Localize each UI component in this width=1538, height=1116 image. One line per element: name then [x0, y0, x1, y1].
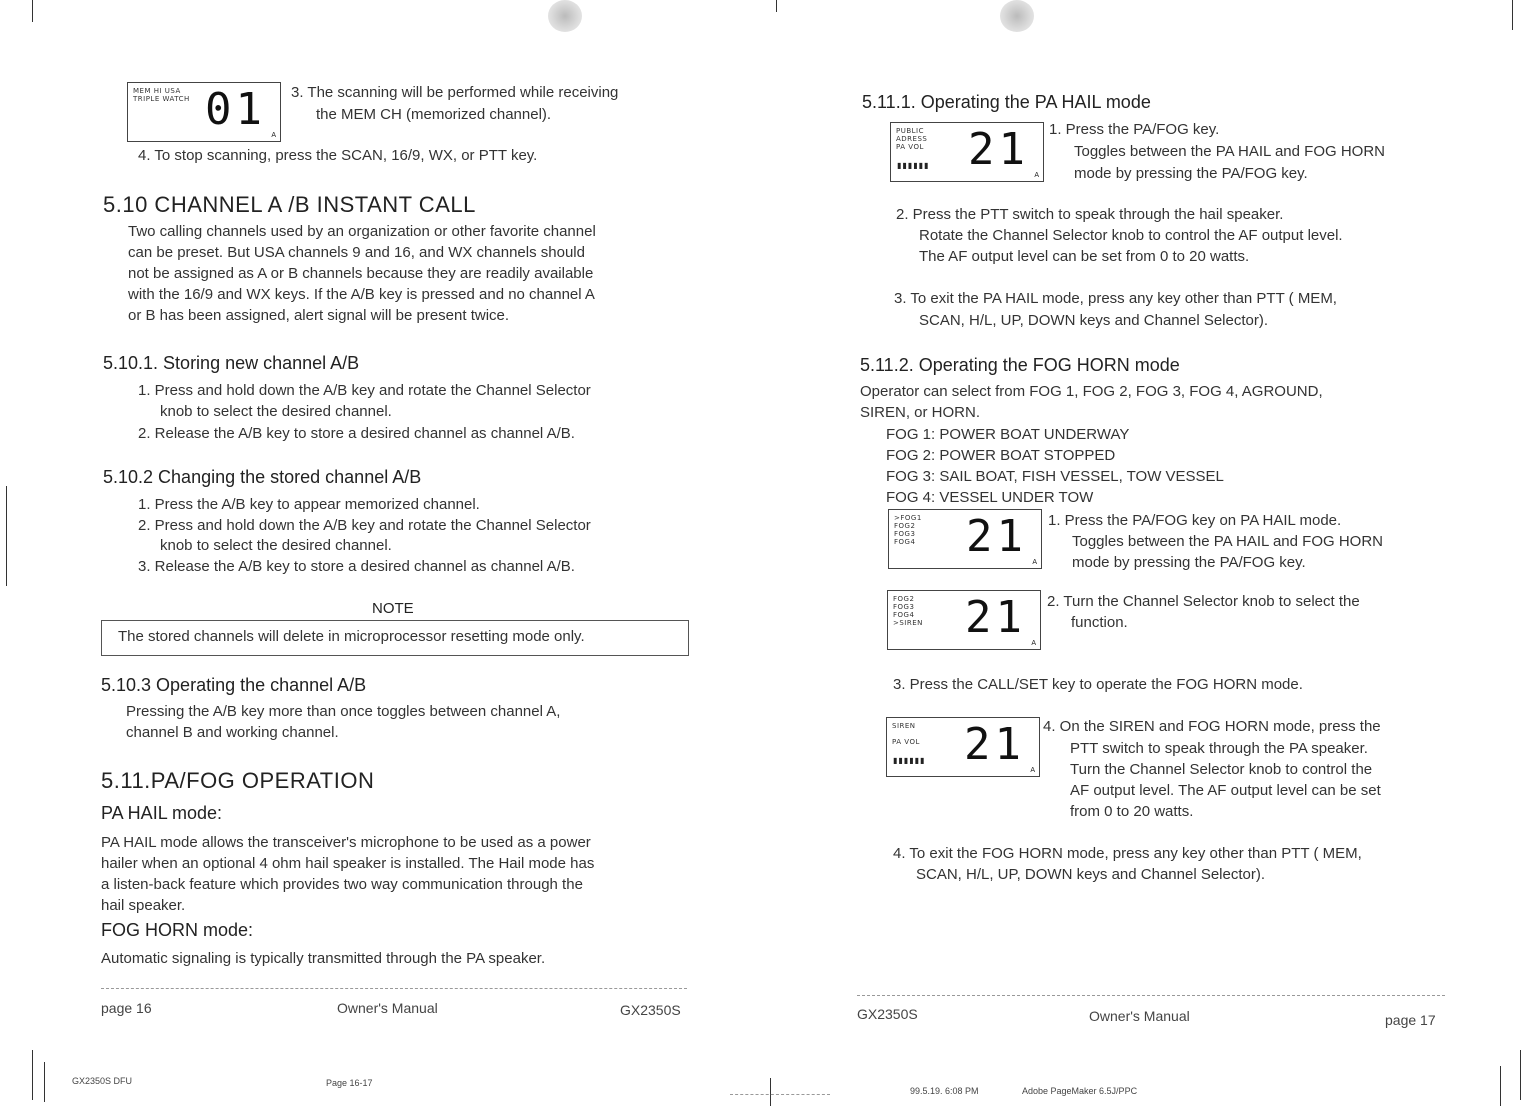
list-item: FOG 4: VESSEL UNDER TOW	[886, 489, 1094, 506]
footer-title: Owner's Manual	[337, 1000, 438, 1016]
lcd-sub: A	[1032, 559, 1037, 566]
crop-mark	[1512, 0, 1513, 30]
section-title: 5.10 CHANNEL A /B INSTANT CALL	[103, 192, 476, 217]
list-item: 3. To exit the PA HAIL mode, press any key other than PTT ( MEM,	[894, 290, 1337, 307]
lcd-indicators: MEM HI USA TRIPLE WATCH	[133, 87, 190, 103]
text-line: Two calling channels used by an organization or other favorite channel	[128, 223, 596, 240]
lcd-display-fog1	[888, 509, 1042, 569]
lcd-indicators: PUBLIC ADRESS PA VOL	[896, 127, 928, 151]
list-item: 4. To exit the FOG HORN mode, press any key other than PTT ( MEM,	[893, 845, 1362, 862]
list-item: 1. Press the PA/FOG key.	[1049, 121, 1220, 138]
text-line: or B has been assigned, alert signal will be present twice.	[128, 307, 510, 324]
list-item: SCAN, H/L, UP, DOWN keys and Channel Selector).	[916, 866, 1266, 883]
list-item: 2. Turn the Channel Selector knob to select the	[1047, 593, 1360, 610]
list-item: function.	[1071, 614, 1128, 631]
paragraph	[126, 701, 560, 743]
list-item: PTT switch to speak through the PA speaker.	[1070, 740, 1368, 757]
registration-mark-right	[1000, 0, 1034, 32]
list-item: 1. Press and hold down the A/B key and rotate the Channel Selector	[138, 382, 591, 399]
footer-page: page 16	[101, 1000, 152, 1016]
list-item: Rotate the Channel Selector knob to control the AF output level.	[919, 227, 1343, 244]
section-title: 5.11.PA/FOG OPERATION	[101, 768, 375, 793]
list-item: 2. Press and hold down the A/B key and rotate the Channel Selector	[138, 517, 591, 534]
list-item: knob to select the desired channel.	[160, 403, 392, 420]
print-timestamp: 99.5.19. 6:08 PM	[910, 1086, 979, 1096]
crop-mark	[44, 1062, 45, 1102]
list-item: 3. The scanning will be performed while receiving	[291, 84, 619, 101]
lcd-sub: A	[1030, 767, 1035, 774]
registration-mark-left	[548, 0, 582, 32]
lcd-indicators: >FOG1 FOG2 FOG3 FOG4	[894, 514, 922, 546]
text-line: channel B and working channel.	[126, 724, 339, 741]
center-mark-line	[730, 1094, 830, 1095]
footer-title: Owner's Manual	[1089, 1008, 1190, 1024]
text-line: Operator can select from FOG 1, FOG 2, FOG 3, FOG 4, AGROUND,	[860, 383, 1323, 400]
lcd-display-pa	[890, 122, 1044, 182]
footer-rule	[101, 988, 687, 989]
paragraph: Automatic signaling is typically transmitted through the PA speaker.	[101, 950, 546, 967]
subsection-title: 5.10.2 Changing the stored channel A/B	[103, 467, 422, 487]
crop-mark	[6, 486, 7, 586]
list-item: 3. Release the A/B key to store a desired channel as channel A/B.	[138, 558, 575, 575]
list-item: knob to select the desired channel.	[160, 537, 392, 554]
note-label: NOTE	[372, 600, 414, 617]
subsection-title: 5.10.3 Operating the channel A/B	[101, 675, 367, 695]
footer-model: GX2350S	[857, 1006, 918, 1022]
lcd-digits: 21	[965, 592, 1026, 643]
list-item: 2. Release the A/B key to store a desired channel as channel A/B.	[138, 425, 575, 442]
list-item: The AF output level can be set from 0 to 20 watts.	[919, 248, 1250, 265]
lcd-sub: A	[271, 132, 276, 139]
crop-mark	[32, 0, 33, 22]
paragraph	[860, 381, 1323, 423]
print-application: Adobe PageMaker 6.5J/PPC	[1022, 1086, 1138, 1096]
list-item: FOG 3: SAIL BOAT, FISH VESSEL, TOW VESSEL	[886, 468, 1224, 485]
subsection-title: 5.10.1. Storing new channel A/B	[103, 353, 360, 373]
lcd-sub: A	[1034, 172, 1039, 179]
crop-mark	[1500, 1066, 1501, 1106]
note-box	[101, 620, 689, 656]
list-item: 4. On the SIREN and FOG HORN mode, press the	[1043, 718, 1381, 735]
list-item: 4. To stop scanning, press the SCAN, 16/9, WX, or PTT key.	[138, 147, 538, 164]
crop-mark	[776, 0, 777, 12]
text-line: PA HAIL mode allows the transceiver's microphone to be used as a power	[101, 834, 591, 851]
list-item: FOG 2: POWER BOAT STOPPED	[886, 447, 1116, 464]
lcd-digits: 21	[968, 124, 1029, 175]
print-filename: GX2350S DFU	[72, 1076, 133, 1086]
text-line: can be preset. But USA channels 9 and 16, and WX channels should	[128, 244, 585, 261]
list-item: 3. Press the CALL/SET key to operate the FOG HORN mode.	[893, 676, 1303, 693]
crop-mark	[1520, 1050, 1521, 1100]
note-text: The stored channels will delete in microprocessor resetting mode only.	[118, 628, 585, 645]
subsection-title: 5.11.1. Operating the PA HAIL mode	[862, 92, 1151, 112]
list-item: SCAN, H/L, UP, DOWN keys and Channel Selector).	[919, 312, 1269, 329]
text-line: hailer when an optional 4 ohm hail speaker is installed. The Hail mode has	[101, 855, 595, 872]
list-item: mode by pressing the PA/FOG key.	[1074, 165, 1308, 182]
list-item: 2. Press the PTT switch to speak through the hail speaker.	[896, 206, 1284, 223]
list-item: 1. Press the A/B key to appear memorized channel.	[138, 496, 480, 513]
footer-rule	[857, 995, 1445, 996]
lcd-display-siren	[887, 590, 1041, 650]
lcd-display-mem	[127, 82, 281, 142]
subsection-title: 5.11.2. Operating the FOG HORN mode	[860, 355, 1180, 375]
text-line: SIREN, or HORN.	[860, 404, 981, 421]
list-item: from 0 to 20 watts.	[1070, 803, 1194, 820]
list-item: Toggles between the PA HAIL and FOG HORN	[1072, 533, 1383, 550]
list-item: Toggles between the PA HAIL and FOG HORN	[1074, 143, 1385, 160]
subsection-title: PA HAIL mode:	[101, 803, 223, 823]
text-line: not be assigned as A or B channels because they are readily available	[128, 265, 594, 282]
lcd-indicators: FOG2 FOG3 FOG4 >SIREN	[893, 595, 923, 627]
list-item: the MEM CH (memorized channel).	[316, 106, 552, 123]
text-line: hail speaker.	[101, 897, 186, 914]
text-line: with the 16/9 and WX keys. If the A/B key is pressed and no channel A	[128, 286, 595, 303]
lcd-digits: 21	[966, 511, 1027, 562]
lcd-digits: 21	[964, 719, 1025, 770]
text-line: a listen-back feature which provides two way communication through the	[101, 876, 583, 893]
list-item: FOG 1: POWER BOAT UNDERWAY	[886, 426, 1130, 443]
list-item: mode by pressing the PA/FOG key.	[1072, 554, 1306, 571]
center-mark	[770, 1078, 771, 1106]
footer-page: page 17	[1385, 1012, 1436, 1028]
lcd-indicators: SIREN PA VOL	[892, 722, 920, 746]
paragraph	[128, 221, 692, 326]
volume-bars: ▮▮▮▮▮▮	[897, 161, 930, 170]
paragraph	[101, 832, 594, 916]
list-item: AF output level. The AF output level can be set	[1070, 782, 1381, 799]
text-line: Pressing the A/B key more than once toggles between channel A,	[126, 703, 561, 720]
subsection-title: FOG HORN mode:	[101, 920, 254, 940]
volume-bars: ▮▮▮▮▮▮	[893, 756, 926, 765]
list-item: Turn the Channel Selector knob to control the	[1070, 761, 1373, 778]
fog-list	[886, 424, 1224, 508]
list-item: 1. Press the PA/FOG key on PA HAIL mode.	[1048, 512, 1342, 529]
footer-model: GX2350S	[620, 1002, 681, 1018]
lcd-display-siren-vol	[886, 717, 1040, 777]
lcd-sub: A	[1031, 640, 1036, 647]
print-pages: Page 16-17	[326, 1078, 373, 1088]
lcd-digits: 01	[205, 84, 266, 135]
crop-mark	[32, 1050, 33, 1100]
